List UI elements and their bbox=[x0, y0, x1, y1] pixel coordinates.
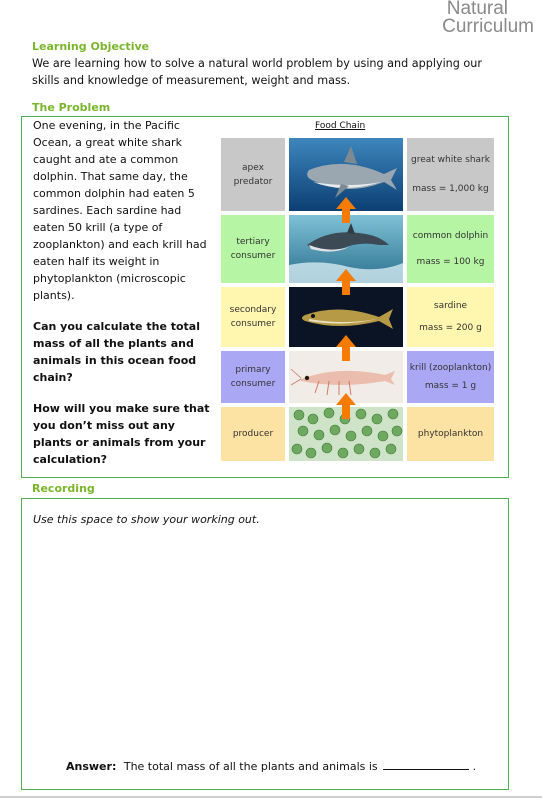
story-text: One evening, in the Pacific Ocean, a great white shark caught and ate a common dolphin. That same day, the common dolphin had eaten 5 sardines. Each sardine had eaten 50 krill (a type of zooplankton) and each krill had eaten half its weight in phytoplankton (microscopic plants). bbox=[33, 119, 207, 302]
recording-box[interactable] bbox=[21, 498, 509, 790]
role-cell-primary-consumer bbox=[221, 351, 285, 403]
brand-line-1: Natural bbox=[446, 0, 508, 19]
organism-name: phytoplankton bbox=[417, 429, 484, 439]
role-label: tertiary consumer bbox=[230, 237, 276, 261]
organism-mass: mass = 1 g bbox=[424, 381, 477, 391]
arrow-up-icon bbox=[336, 269, 356, 295]
organism-cell-dolphin bbox=[407, 215, 494, 283]
answer-label: Answer: bbox=[66, 760, 117, 773]
role-cell-producer bbox=[221, 407, 285, 461]
recording-title: Recording bbox=[32, 482, 95, 495]
problem-story bbox=[33, 117, 216, 468]
arrow-up-icon bbox=[336, 197, 356, 223]
arrow-up-icon bbox=[336, 335, 356, 361]
organism-mass: mass = 200 g bbox=[419, 323, 482, 333]
organism-mass: mass = 1,000 kg bbox=[412, 183, 489, 194]
working-hint: Use this space to show your working out. bbox=[33, 513, 260, 526]
organism-name: sardine bbox=[433, 301, 468, 311]
organism-name: great white shark bbox=[411, 155, 490, 166]
role-cell-secondary-consumer bbox=[221, 287, 285, 347]
problem-title: The Problem bbox=[32, 101, 111, 114]
role-label: primary consumer bbox=[230, 365, 276, 389]
organism-name: common dolphin bbox=[412, 231, 489, 241]
brand-line-2: Curriculum bbox=[442, 16, 534, 37]
organism-cell-sardine bbox=[407, 287, 494, 347]
organism-name: krill (zooplankton) bbox=[409, 363, 492, 373]
role-label: secondary consumer bbox=[229, 305, 277, 329]
objective-text: We are learning how to solve a natural world problem by using and applying our skills and knowledge of measurement, weight and mass. bbox=[32, 57, 482, 87]
answer-text: The total mass of all the plants and animals is bbox=[123, 760, 378, 773]
role-cell-tertiary-consumer bbox=[221, 215, 285, 283]
problem-box bbox=[21, 116, 509, 478]
arrow-up-icon bbox=[336, 393, 356, 419]
answer-end: . bbox=[472, 760, 477, 773]
answer-line bbox=[66, 758, 476, 773]
brand-logo bbox=[442, 0, 534, 36]
role-label: producer bbox=[232, 429, 274, 439]
objective-title: Learning Objective bbox=[32, 40, 150, 53]
role-cell-apex-predator bbox=[221, 138, 285, 211]
food-chain-title: Food Chain bbox=[315, 121, 366, 131]
organism-mass: mass = 100 kg bbox=[416, 257, 485, 267]
organism-cell-shark bbox=[407, 138, 494, 211]
organism-cell-krill bbox=[407, 351, 494, 403]
question-1: Can you calculate the total mass of all the plants and animals in this ocean food chain? bbox=[33, 320, 200, 384]
role-label: apex predator bbox=[233, 162, 273, 187]
answer-blank[interactable] bbox=[383, 758, 469, 770]
organism-cell-phytoplankton bbox=[407, 407, 494, 461]
question-2: How will you make sure that you don’t miss out any plants or animals from your calculation? bbox=[33, 402, 210, 466]
